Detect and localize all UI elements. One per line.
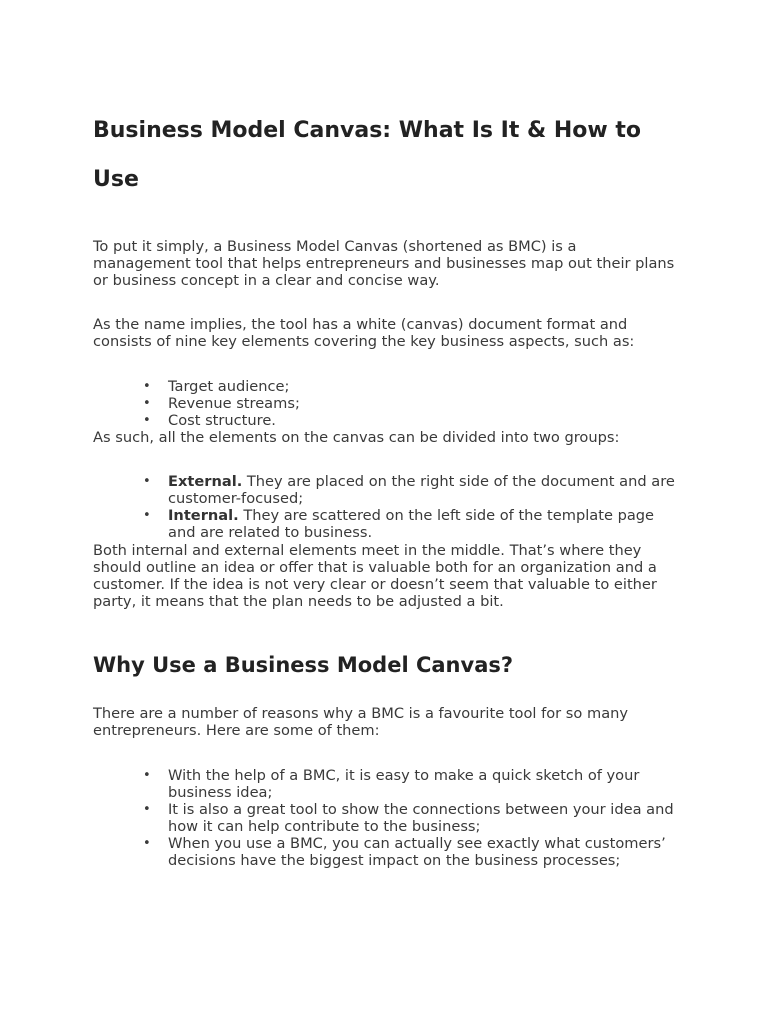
groups-list [93,473,678,541]
bullet-icon: • [143,836,151,851]
key-aspects-list [93,378,678,429]
intro-paragraph-2: As the name implies, the tool has a white (canvas) document format and consists of nine key elements covering the key business aspects, such as: [93,316,635,350]
reasons-list [93,767,678,869]
group-description: They are placed on the right side of the document and are customer-focused; [168,473,675,507]
list-item-text: Cost structure. [168,412,276,429]
group-term: Internal. [168,507,239,524]
middle-paragraph: Both internal and external elements meet in the middle. That’s where they should outline an idea or offer that is valuable both for an organization and a customer. If the idea is not very clear or doesn’t seem that valuable to either party, it means that the plan needs to be adjusted a bit. [93,542,657,610]
list-item-text: Target audience; [168,378,290,395]
bullet-icon: • [143,768,151,783]
list-item-text: It is also a great tool to show the connections between your idea and how it can help contribute to the business; [168,801,674,835]
list-item [93,801,678,835]
section2-intro-paragraph: There are a number of reasons why a BMC is a favourite tool for so many entrepreneurs. Here are some of them: [93,705,629,739]
bullet-icon: • [143,413,151,428]
bullet-icon: • [143,508,151,523]
list-item [93,507,678,541]
list-item [93,395,678,412]
bullet-icon: • [143,474,151,489]
list-item [93,835,678,869]
bullet-icon: • [143,396,151,411]
article-title: Business Model Canvas: What Is It & How to Use [93,118,642,192]
list-item [93,412,678,429]
list-item [93,767,678,801]
group-term: External. [168,473,243,490]
groups-intro-paragraph: As such, all the elements on the canvas can be divided into two groups: [93,429,620,446]
section-heading: Why Use a Business Model Canvas? [93,653,514,677]
list-item [93,378,678,395]
list-item-text: Revenue streams; [168,395,300,412]
bullet-icon: • [143,379,151,394]
list-item [93,473,678,507]
bullet-icon: • [143,802,151,817]
intro-paragraph-1: To put it simply, a Business Model Canvas (shortened as BMC) is a management tool that helps entrepreneurs and businesses map out their plans or business concept in a clear and concise way. [93,238,675,289]
group-description: They are scattered on the left side of the template page and are related to business. [168,507,655,541]
list-item-text: With the help of a BMC, it is easy to make a quick sketch of your business idea; [168,767,640,801]
list-item-text: When you use a BMC, you can actually see exactly what customers’ decisions have the biggest impact on the business processes; [168,835,666,869]
